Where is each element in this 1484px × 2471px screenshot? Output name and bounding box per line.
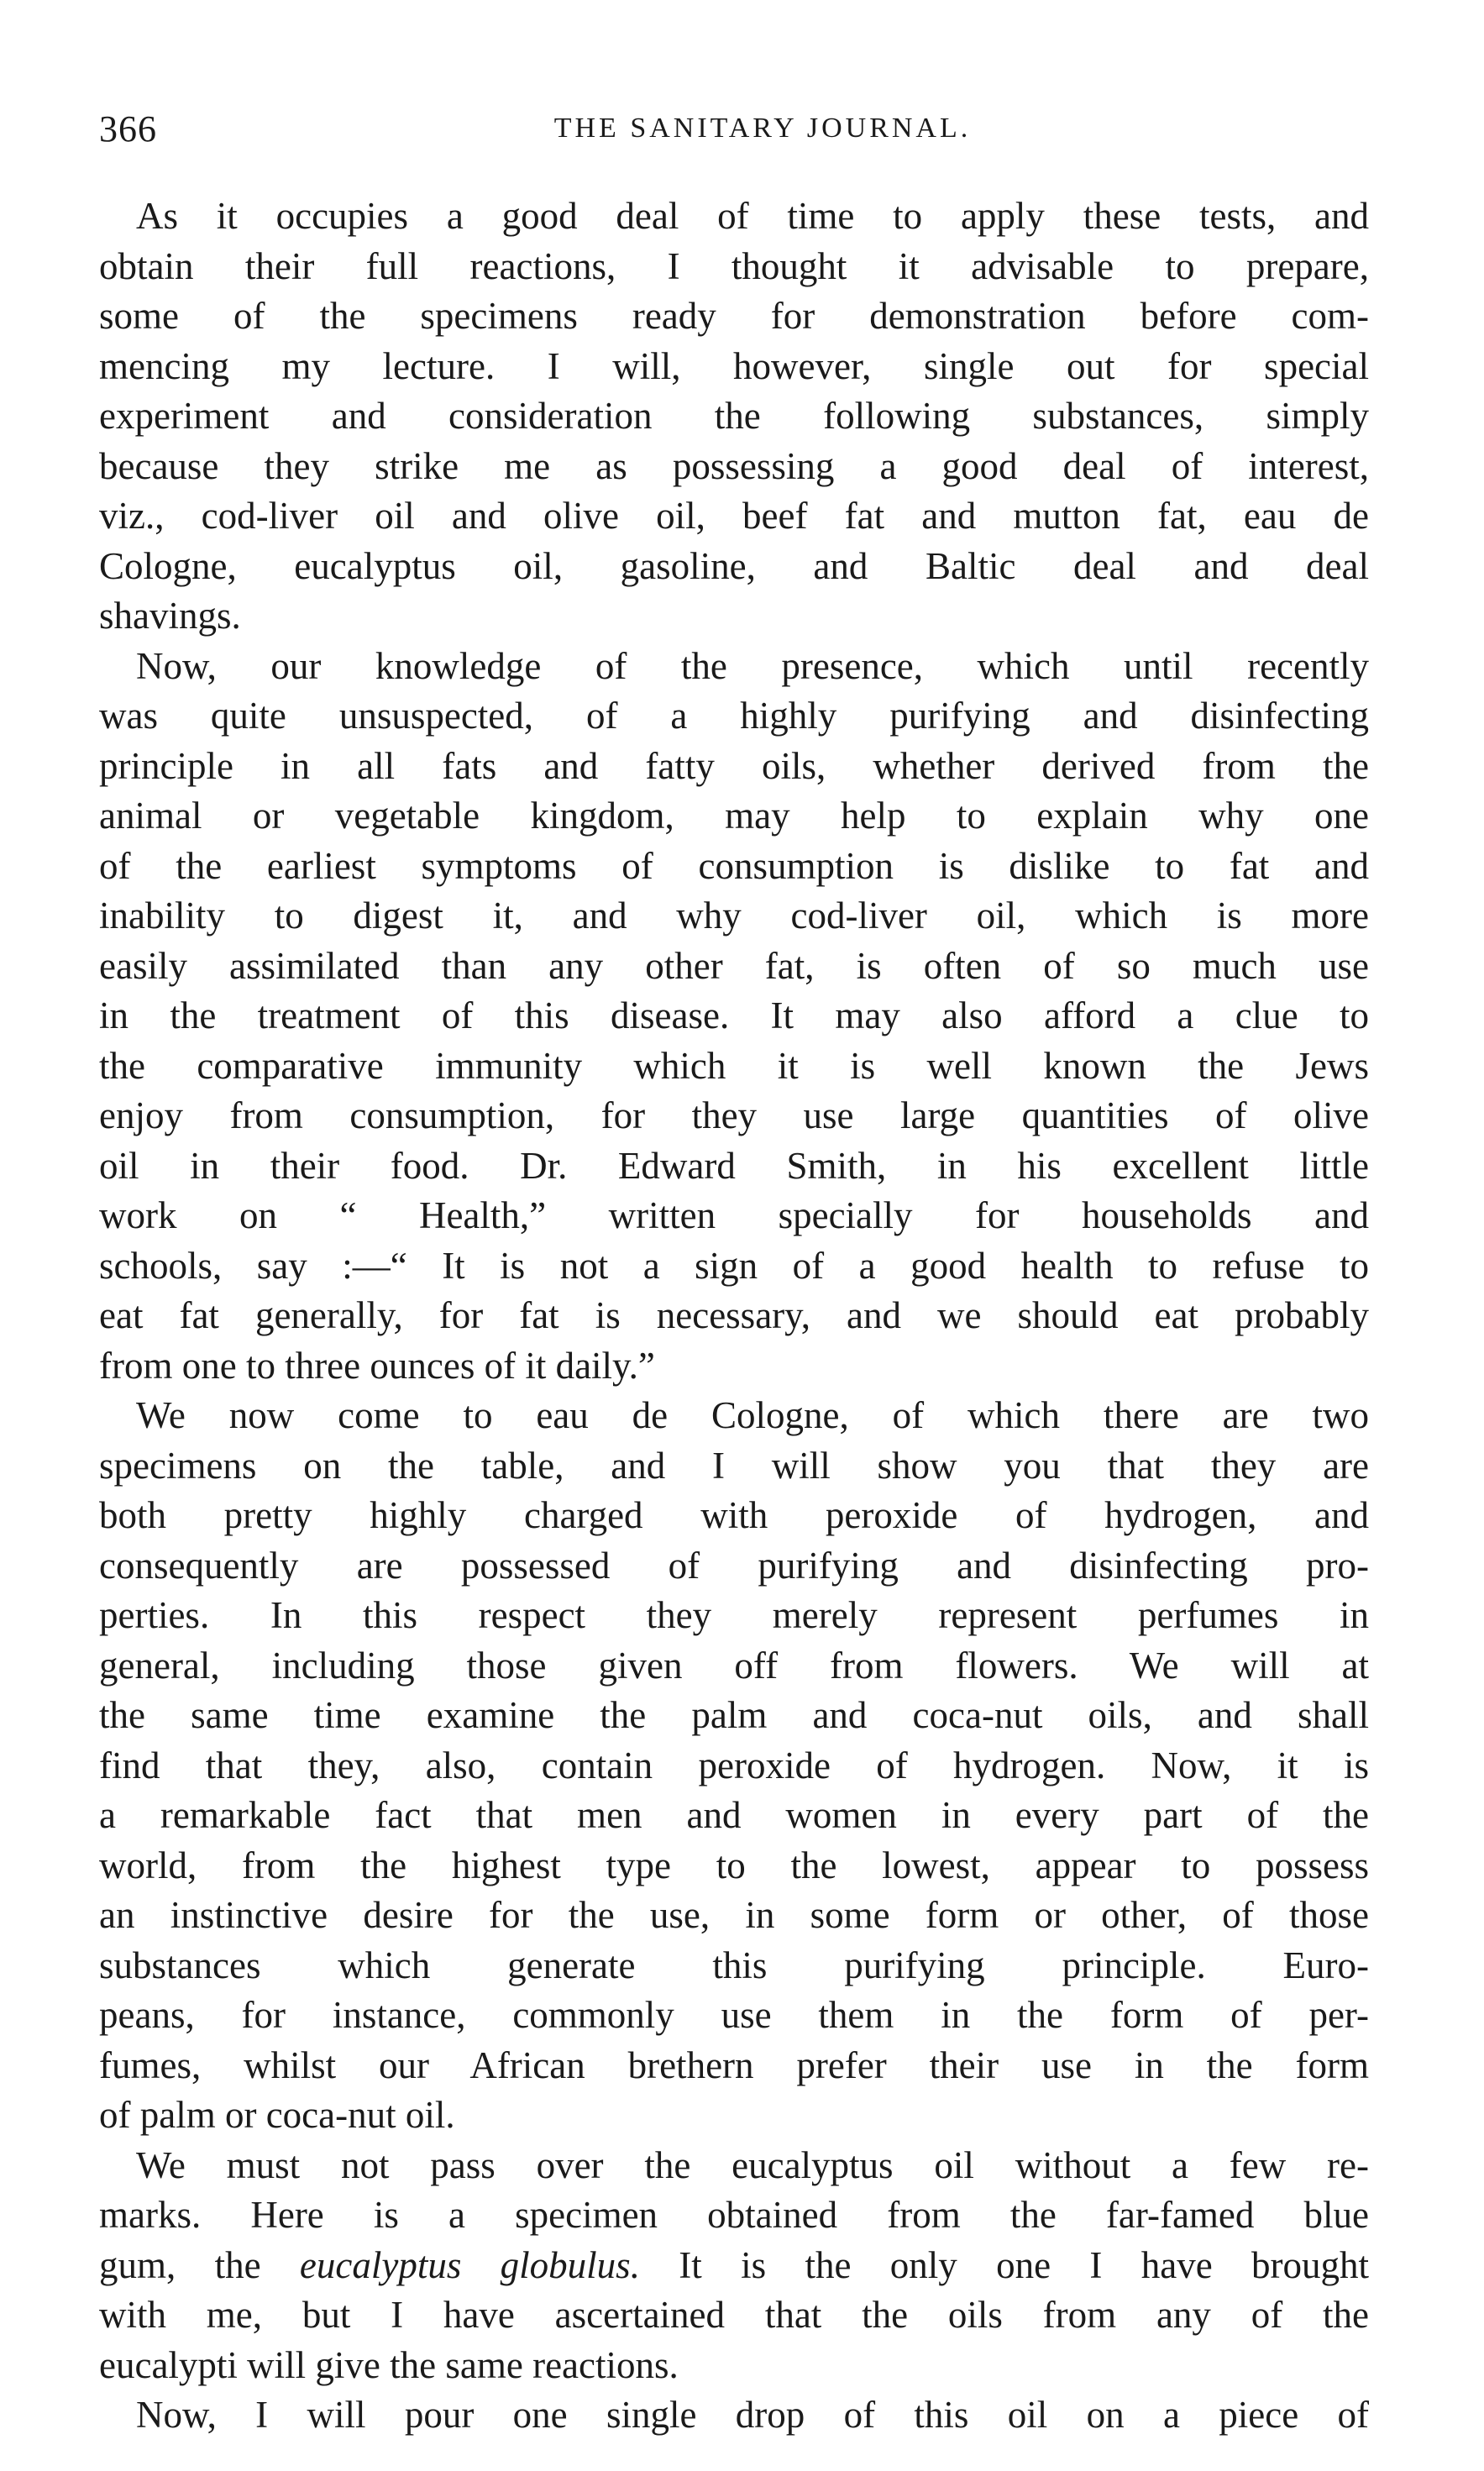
text-line: schools, say :—“ It is not a sign of a good health to refuse to: [99, 1244, 1369, 1287]
text-line: general, including those given off from flowers. We will at: [99, 1644, 1369, 1687]
text-line: Now, our knowledge of the presence, which until recently: [136, 644, 1369, 687]
text-line: obtain their full reactions, I thought it advisable to prepare,: [99, 244, 1369, 287]
text-line: principle in all fats and fatty oils, whether derived from the: [99, 744, 1369, 787]
text-line: of palm or coca-nut oil.: [99, 2094, 455, 2136]
paragraph-1: [99, 191, 1369, 642]
text-line: inability to digest it, and why cod-liver oil, which is more: [99, 894, 1369, 936]
text-line: experiment and consideration the following substances, simply: [99, 395, 1369, 437]
text-line: Cologne, eucalyptus oil, gasoline, and Baltic deal and deal: [99, 544, 1369, 587]
text-line: work on “ Health,” written specially for households and: [99, 1194, 1369, 1236]
italic-species-name: eucalyptus globulus.: [299, 2243, 640, 2286]
text-line: animal or vegetable kingdom, may help to explain why one: [99, 795, 1369, 837]
text-line: eat fat generally, for fat is necessary, and we should eat probably: [99, 1294, 1369, 1336]
text-line: world, from the highest type to the lowest, appear to possess: [99, 1844, 1369, 1886]
text-line: mencing my lecture. I will, however, single out for special: [99, 344, 1369, 387]
text-line: specimens on the table, and I will show you that they are: [99, 1444, 1369, 1487]
text-line: peans, for instance, commonly use them in the form of per-: [99, 1994, 1369, 2036]
text-line: marks. Here is a specimen obtained from the far-famed blue: [99, 2194, 1369, 2236]
text-line: in the treatment of this disease. It may also afford a clue to: [99, 994, 1369, 1036]
text-line: with me, but I have ascertained that the oils from any of the: [99, 2294, 1369, 2336]
journal-title: THE SANITARY JOURNAL.: [553, 113, 972, 144]
text-line: from one to three ounces of it daily.”: [99, 1344, 655, 1387]
text-line: because they strike me as possessing a good deal of interest,: [99, 444, 1369, 487]
text-line: shavings.: [99, 595, 241, 637]
paragraph-3: [99, 1391, 1369, 2141]
text-line: viz., cod-liver oil and olive oil, beef fat and mutton fat, eau de: [99, 495, 1369, 537]
text-line: eucalypti will give the same reactions.: [99, 2343, 679, 2386]
text-line: perties. In this respect they merely represent perfumes in: [99, 1594, 1369, 1636]
page-number: 366: [99, 108, 157, 150]
paragraph-2: [99, 642, 1369, 1392]
article-body: [99, 191, 1369, 2441]
text-line: As it occupies a good deal of time to apply these tests, and: [136, 195, 1369, 237]
text-line: of the earliest symptoms of consumption is dislike to fat and: [99, 844, 1369, 887]
text-line: the same time examine the palm and coca-nut oils, and shall: [99, 1694, 1369, 1736]
text-segment: It is the only one I have brought: [639, 2243, 1369, 2286]
text-line: was quite unsuspected, of a highly purifying and disinfecting: [99, 695, 1369, 737]
text-line: an instinctive desire for the use, in some form or other, of those: [99, 1894, 1369, 1936]
text-line: We must not pass over the eucalyptus oil without a few re-: [136, 2143, 1369, 2186]
text-line: find that they, also, contain peroxide of hydrogen. Now, it is: [99, 1744, 1369, 1786]
text-line: easily assimilated than any other fat, is often of so much use: [99, 944, 1369, 987]
running-head: [99, 108, 1392, 158]
text-line: the comparative immunity which it is well known the Jews: [99, 1044, 1369, 1087]
text-line: both pretty highly charged with peroxide of hydrogen, and: [99, 1494, 1369, 1536]
text-line: oil in their food. Dr. Edward Smith, in his excellent little: [99, 1144, 1369, 1187]
paragraph-5: [99, 2390, 1369, 2441]
text-line: fumes, whilst our African brethern prefer their use in the form: [99, 2043, 1369, 2086]
paragraph-4: [99, 2141, 1369, 2391]
text-line-with-italic: [99, 2241, 1369, 2291]
text-line: We now come to eau de Cologne, of which there are two: [136, 1394, 1369, 1436]
text-line: Now, I will pour one single drop of this oil on a piece of: [136, 2394, 1369, 2436]
text-line: consequently are possessed of purifying and disinfecting pro-: [99, 1544, 1369, 1587]
text-line: substances which generate this purifying principle. Euro-: [99, 1944, 1369, 1986]
text-segment: gum, the: [99, 2243, 300, 2286]
text-line: enjoy from consumption, for they use large quantities of olive: [99, 1094, 1369, 1136]
text-line: some of the specimens ready for demonstration before com-: [99, 295, 1369, 337]
text-line: a remarkable fact that men and women in every part of the: [99, 1794, 1369, 1836]
